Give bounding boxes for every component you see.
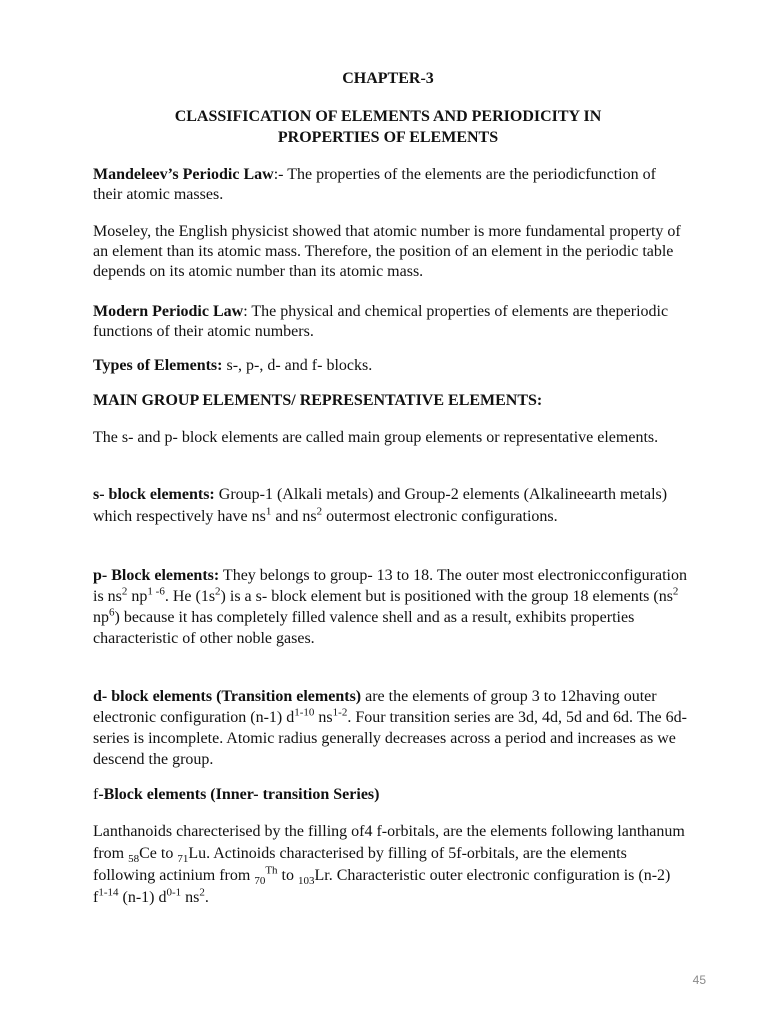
superscript: Th <box>265 864 278 877</box>
section-heading-main-group <box>93 391 688 411</box>
superscript: 1-2 <box>332 706 348 719</box>
text-run: to <box>277 867 298 884</box>
paragraph-types-of-elements <box>93 356 688 376</box>
term-s-block: s- block elements: <box>93 486 215 503</box>
text-run: ns <box>181 889 200 906</box>
text-run: . Four transition series are 3d, 4d, 5d and 6d. The 6d- series is incomplete. Atomic radius generally decreases across a period and increases as we descend the group. <box>93 709 687 768</box>
text-run: They belongs to group- 13 to 18. The outer most electronicconfiguration is ns <box>93 567 687 605</box>
paragraph-f-block <box>93 821 688 909</box>
text-run: f <box>93 786 99 803</box>
superscript: 2 <box>215 585 221 598</box>
paragraph-mendeleev-law <box>93 165 688 205</box>
term-modern-periodic-law: Modern Periodic Law <box>93 303 244 320</box>
subscript: 71 <box>177 853 189 866</box>
text-run: ) because it has completely filled valence shell and as a result, exhibits properties characteristic of other noble gases. <box>93 609 635 647</box>
section-heading-f-block <box>93 785 688 805</box>
superscript: 2 <box>199 886 205 899</box>
text-run: ns <box>314 709 333 726</box>
superscript: 6 <box>109 606 115 619</box>
chapter-heading: CHAPTER-3 <box>342 70 434 87</box>
text-run: Lu. Actinoids characterised by filling of 5f-orbitals, are the elements following actinium from <box>93 845 627 884</box>
paragraph-text: :- The properties of the elements are the periodicfunction of their atomic masses. <box>93 166 656 203</box>
paragraph-modern-periodic-law <box>93 302 688 342</box>
superscript: 1 <box>265 505 272 518</box>
text-run: . <box>204 889 209 906</box>
text-run: are the elements of group 3 to 12having outer electronic configuration (n-1) d <box>93 688 657 726</box>
text-run: and ns <box>271 508 317 525</box>
paragraph-s-block <box>93 484 688 528</box>
heading-main-group: MAIN GROUP ELEMENTS/ REPRESENTATIVE ELEMENTS: <box>93 392 543 409</box>
chapter-title-line-2: PROPERTIES OF ELEMENTS <box>277 129 499 146</box>
subscript: 58 <box>128 853 140 866</box>
text-run: np <box>127 588 148 605</box>
text-run: . He (1s <box>164 588 216 605</box>
chapter-title <box>93 106 683 148</box>
text-run: (n-1) d <box>118 889 167 906</box>
superscript: 1-14 <box>98 886 119 899</box>
text-run: Lanthanoids charecterised by the filling of4 f-orbitals, are the elements following lanthanum from <box>93 823 685 862</box>
paragraph-d-block <box>93 686 688 770</box>
superscript: 1-10 <box>294 706 315 719</box>
paragraph-text: s-, p-, d- and f- blocks. <box>222 357 373 374</box>
text-run: Group-1 (Alkali metals) and Group-2 elements (Alkalineearth metals) which respectively have ns <box>93 486 668 525</box>
chapter-title-line-1: CLASSIFICATION OF ELEMENTS AND PERIODICITY IN <box>174 108 602 125</box>
superscript: 2 <box>121 585 128 598</box>
text-run: Lr. Characteristic outer electronic configuration is (n-2) f <box>93 867 671 906</box>
paragraph-text: Moseley, the English physicist showed that atomic number is more fundamental property of an element than its atomic mass. Therefore, the position of an element in the periodic table depends on its atomic number than its atomic mass. <box>93 223 681 280</box>
paragraph-p-block <box>93 565 688 649</box>
paragraph-moseley <box>93 222 688 282</box>
term-d-block: d- block elements (Transition elements) <box>93 688 362 705</box>
heading-f-block: -Block elements (Inner- transition Series) <box>98 786 380 803</box>
superscript: 2 <box>672 585 679 598</box>
term-mendeleev-law: Mandeleev’s Periodic Law <box>93 166 274 183</box>
page-number: 45 <box>692 973 706 987</box>
paragraph-main-group <box>93 428 688 448</box>
paragraph-text: : The physical and chemical properties of elements are theperiodic functions of their atomic numbers. <box>93 303 669 340</box>
term-types-of-elements: Types of Elements: <box>93 357 223 374</box>
text-run: np <box>93 609 109 626</box>
superscript: 0-1 <box>166 886 182 899</box>
term-p-block: p- Block elements: <box>93 567 220 584</box>
text-run: outermost electronic configurations. <box>322 508 558 525</box>
subscript: 70 <box>254 875 266 888</box>
subscript: 103 <box>298 875 315 888</box>
text-run: ) is a s- block element but is positioned with the group 18 elements (ns <box>220 588 673 605</box>
text-run: Ce to <box>139 845 178 862</box>
superscript: 2 <box>316 505 323 518</box>
superscript: 1 -6 <box>147 585 165 598</box>
paragraph-text: The s- and p- block elements are called main group elements or representative elements. <box>93 429 659 446</box>
